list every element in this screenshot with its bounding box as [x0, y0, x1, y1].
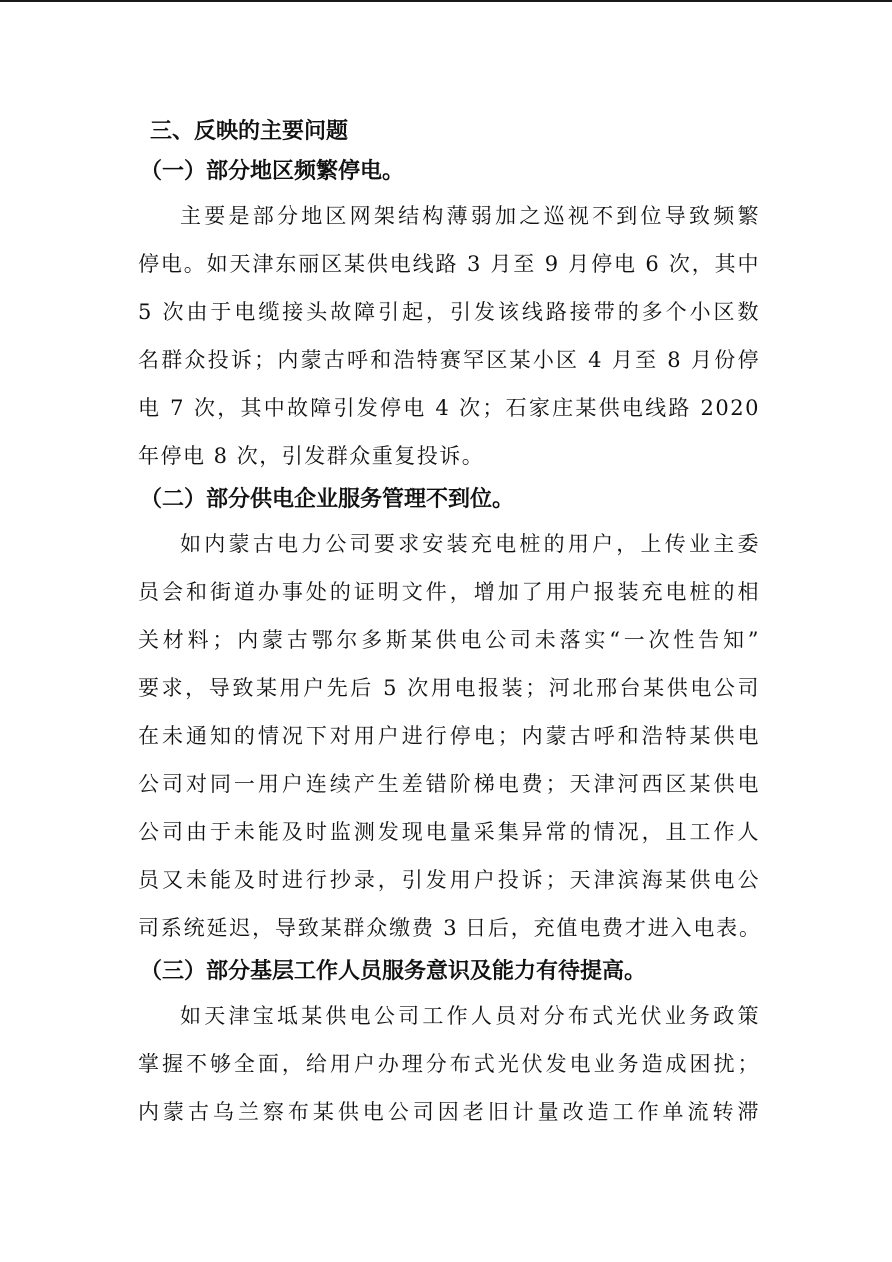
text-line: 5 次由于电缆接头故障引起，引发该线路接带的多个小区数	[138, 300, 760, 324]
text-line: 司系统延迟，导致某群众缴费 3 日后，充值电费才进入电表。	[138, 916, 760, 940]
text-line: 名群众投诉；内蒙古呼和浩特赛罕区某小区 4 月至 8 月份停	[138, 348, 760, 372]
paragraph-2	[138, 520, 760, 952]
text-line: 年停电 8 次，引发群众重复投诉。	[138, 444, 485, 468]
paragraph-1	[138, 192, 760, 480]
text-line: 停电。如天津东丽区某供电线路 3 月至 9 月停电 6 次，其中	[138, 252, 760, 276]
subsection-title-1: （一）部分地区频繁停电。	[140, 159, 405, 184]
subsection-title-2: （二）部分供电企业服务管理不到位。	[140, 487, 515, 512]
text-line: 如天津宝坻某供电公司工作人员对分布式光伏业务政策	[180, 1004, 760, 1028]
text-line: 员会和街道办事处的证明文件，增加了用户报装充电桩的相	[138, 580, 760, 604]
text-line: 要求，导致某用户先后 5 次用电报装；河北邢台某供电公司	[138, 676, 760, 700]
text-line: 主要是部分地区网架结构薄弱加之巡视不到位导致频繁	[180, 204, 760, 228]
text-line: 关材料；内蒙古鄂尔多斯某供电公司未落实“一次性告知”	[138, 628, 760, 652]
text-line: 掌握不够全面，给用户办理分布式光伏发电业务造成困扰；	[138, 1052, 760, 1076]
subsection-title-3: （三）部分基层工作人员服务意识及能力有待提高。	[140, 959, 647, 984]
section-title: 三、反映的主要问题	[150, 119, 349, 144]
text-line: 内蒙古乌兰察布某供电公司因老旧计量改造工作单流转滞	[138, 1100, 760, 1124]
paragraph-3	[138, 992, 760, 1136]
document-page	[138, 112, 760, 1136]
text-line: 公司对同一用户连续产生差错阶梯电费；天津河西区某供电	[138, 772, 760, 796]
text-line: 电 7 次，其中故障引发停电 4 次；石家庄某供电线路 2020	[138, 396, 760, 420]
text-line: 员又未能及时进行抄录，引发用户投诉；天津滨海某供电公	[138, 868, 760, 892]
text-line: 公司由于未能及时监测发现电量采集异常的情况，且工作人	[138, 820, 760, 844]
text-line: 如内蒙古电力公司要求安装充电桩的用户，上传业主委	[180, 532, 760, 556]
page-top-border	[0, 0, 892, 2]
text-line: 在未通知的情况下对用户进行停电；内蒙古呼和浩特某供电	[138, 724, 760, 748]
